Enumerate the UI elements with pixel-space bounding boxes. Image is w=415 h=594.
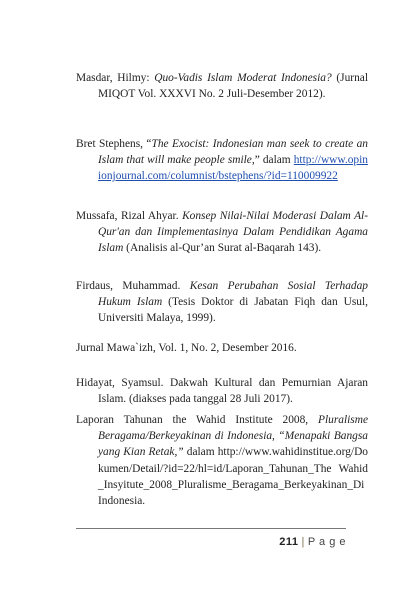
reference-details: (Tesis Doktor di Jabatan Fiqh dan Usul, Universiti Malaya, 1999). (98, 296, 368, 325)
reference-author: Laporan Tahunan the Wahid Institute 2008, (76, 414, 309, 426)
reference-title: Konsep Nilai-Nilai Moderasi Dalam Al-Qur'an dan Iimplementasinya Dalam Pendidikan Agama Islam (98, 210, 368, 255)
reference-title: Kesan Perubahan Sosial Terhadap Hukum Islam (98, 280, 368, 309)
footer-separator: | (301, 536, 305, 548)
reference-title: Quo-Vadis Islam Moderat Indonesia? (154, 72, 332, 84)
reference-author: Masdar, Hilmy: (76, 72, 150, 84)
reference-entry (76, 340, 368, 356)
reference-entry (76, 208, 368, 257)
reference-link[interactable]: http://www.opinionjournal.com/columnist/bstephens/?id=110009922 (98, 154, 368, 183)
reference-author: Bret Stephens, “ (76, 138, 152, 150)
reference-details: dalam http://www.wahidinstitue.org/Dokumen/Detail/?id=22/hl=id/Laporan_Tahunan_The Wahid_Insyitute_2008_Pluralisme_Beragama_Berkeyakinan_Di Indonesia. (98, 446, 368, 508)
reference-entry (76, 136, 368, 185)
page-number: 211 (279, 536, 299, 548)
reference-entry (76, 412, 368, 509)
reference-details: (Analisis al-Qur’an Surat al-Baqarah 143). (126, 242, 322, 255)
page-label: P a g e (307, 536, 346, 548)
reference-title: Pluralisme Beragama/Berkeyakinan di Indonesia, “Menapaki Bangsa yang Kian Retak,” (98, 414, 369, 459)
reference-entry (76, 375, 368, 407)
reference-author: Mussafa, Rizal Ahyar. (76, 210, 179, 222)
reference-details: ” dalam (254, 154, 291, 167)
reference-text: Hidayat, Syamsul. Dakwah Kultural dan Pemurnian Ajaran Islam. (diakses pada tanggal 28 Juli 2017). (76, 377, 368, 406)
reference-entry (76, 278, 368, 327)
reference-title: The Exocist: Indonesian man seek to create an Islam that will make people smile, (98, 138, 368, 167)
footer-divider (76, 528, 346, 529)
reference-author: Firdaus, Muhammad. (76, 280, 181, 292)
reference-entry (76, 70, 368, 102)
reference-details: (Jurnal MIQOT Vol. XXXVI No. 2 Juli-Desember 2012). (98, 72, 368, 101)
page-footer (279, 536, 346, 548)
reference-text: Jurnal Mawa`izh, Vol. 1, No. 2, Desember 2016. (76, 342, 297, 354)
